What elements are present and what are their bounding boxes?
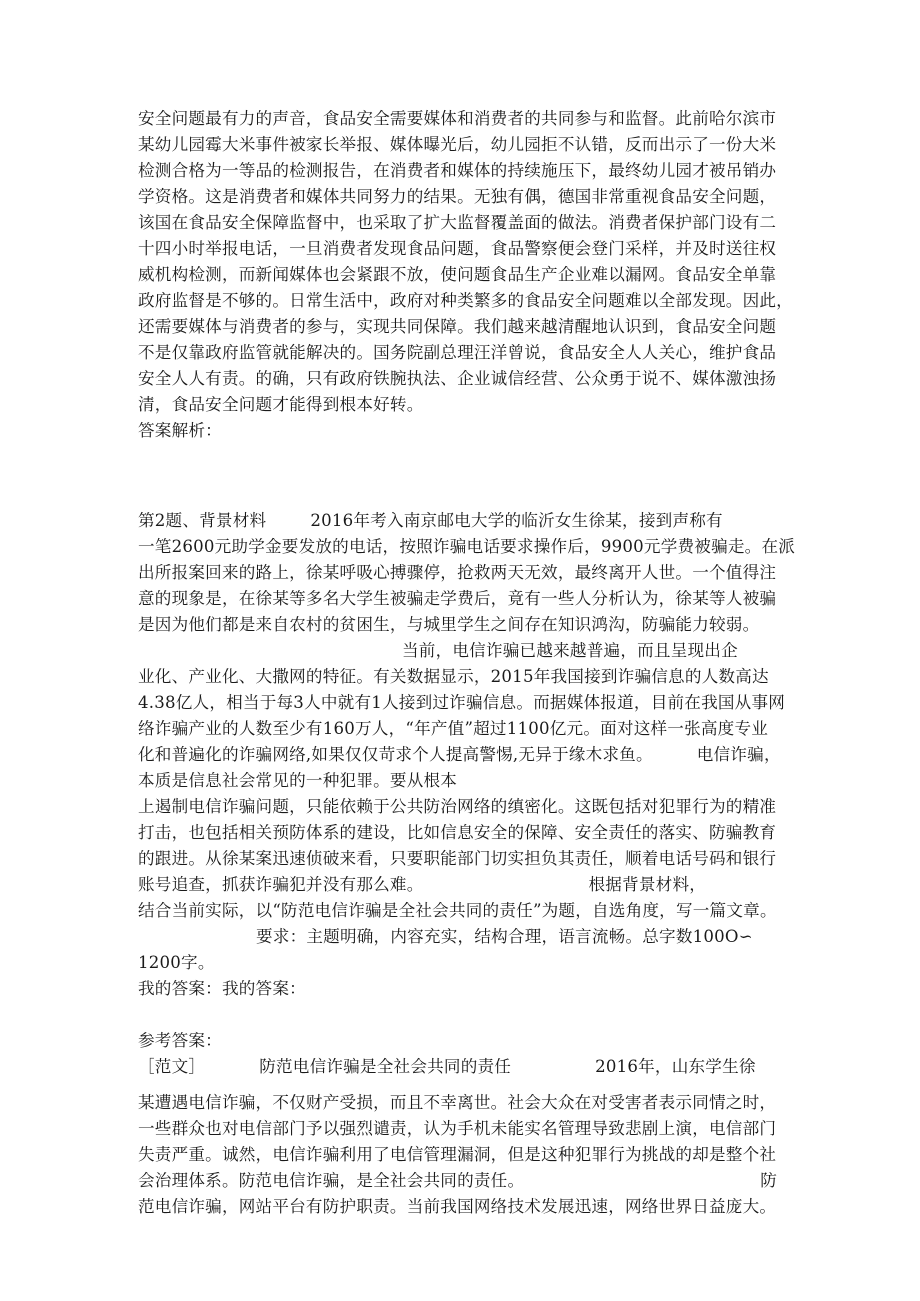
paragraph-line <box>138 1170 777 1192</box>
paragraph-line: 不是仅靠政府监管就能解决的。国务院副总理汪洋曾说，食品安全人人关心，维护食品 <box>138 343 777 362</box>
paragraph-line: 的跟进。从徐某案迅速侦破来看，只要职能部门切实担负其责任，顺着电话号码和银行 <box>138 849 777 868</box>
line-tail-text: 根据背景材料， <box>588 875 707 894</box>
paragraph-line: 学资格。这是消费者和媒体共同努力的结果。无独有偶，德国非常重视食品安全问题， <box>138 187 777 206</box>
paragraph-line: 4.38亿人，相当于每3人中就有1人接到过诈骗信息。而据媒体报道，目前在我国从事网 <box>138 693 786 712</box>
paragraph-line: 结合当前实际，以“防范电信诈骗是全社会共同的责任”为题，自选角度，写一篇文章。 <box>138 901 777 920</box>
fanwen-text-start: 2016年，山东学生徐 <box>595 1057 756 1076</box>
paragraph-line: 一笔2600元助学金要发放的电话，按照诈骗电话要求操作后，9900元学费被骗走。在派 <box>138 537 796 556</box>
paragraph-line: 络诈骗产业的人数至少有160万人，“年产值”超过1100亿元。面对这样一张高度专业 <box>138 719 769 738</box>
line-main-text: 会治理体系。防范电信诈骗，是全社会共同的责任。 <box>138 1171 525 1190</box>
paragraph-line: 是因为他们都是来自农村的贫困生，与城里学生之间存在知识鸿沟，防骗能力较弱。 <box>138 615 760 634</box>
paragraph-line: 政府监督是不够的。日常生活中，政府对种类繁多的食品安全问题难以全部发现。因此， <box>138 291 793 310</box>
question-label: 第2题、背景材料 <box>138 511 267 530</box>
paragraph-line: 清，食品安全问题才能得到根本好转。 <box>138 395 424 414</box>
paragraph-line: 十四小时举报电话，一旦消费者发现食品问题，食品警察便会登门采样，并及时送往权 <box>138 239 777 258</box>
paragraph-line: 还需要媒体与消费者的参与，实现共同保障。我们越来越清醒地认识到，食品安全问题 <box>138 317 777 336</box>
paragraph-line: 威机构检测，而新闻媒体也会紧跟不放，使问题食品生产企业难以漏网。食品安全单靠 <box>138 265 777 284</box>
my-answer-label: 我的答案：我的答案： <box>138 979 306 998</box>
paragraph-line: 本质是信息社会常见的一种犯罪。要从根本 <box>138 771 458 790</box>
fanwen-title: 防范电信诈骗是全社会共同的责任 <box>259 1057 512 1076</box>
paragraph-line: 某幼儿园霉大米事件被家长举报、媒体曝光后，幼儿园拒不认错，反而出示了一份大米 <box>138 135 777 154</box>
paragraph-line <box>138 874 706 896</box>
answer-analysis-label: 答案解析： <box>138 421 222 440</box>
paragraph-line: 检测合格为一等品的检测报告，在消费者和媒体的持续施压下，最终幼儿园才被吊销办 <box>138 161 777 180</box>
paragraph-line: 业化、产业化、大撒网的特征。有关数据显示，2015年我国接到诈骗信息的人数高达 <box>138 667 769 686</box>
line-main-text: 账号追查，抓获诈骗犯并没有那么难。 <box>138 875 424 894</box>
paragraph-line: 安全人人有责。的确，只有政府铁腕执法、企业诚信经营、公众勇于说不、媒体激浊扬 <box>138 369 777 388</box>
paragraph-line: 出所报案回来的路上，徐某呼吸心搏骤停，抢救两天无效，最终离开人世。一个值得注 <box>138 563 777 582</box>
fanwen-label: ［范文］ <box>138 1057 206 1076</box>
line-tail-text: 电信诈骗， <box>696 745 781 764</box>
paragraph-line: 该国在食品安全保障监督中，也采取了扩大监督覆盖面的做法。消费者保护部门设有二 <box>138 213 777 232</box>
paragraph-line: 某遭遇电信诈骗，不仅财产受损，而且不幸离世。社会大众在对受害者表示同情之时， <box>138 1093 777 1112</box>
paragraph-line: 意的现象是，在徐某等多名大学生被骗走学费后，竟有一些人分析认为，徐某等人被骗 <box>138 589 777 608</box>
paragraph-line <box>138 744 781 766</box>
requirement-line: 要求：主题明确，内容充实，结构合理，语言流畅。总字数100O∽ <box>256 927 753 946</box>
line-main-text: 化和普遍化的诈骗网络,如果仅仅苛求个人提高警惕,无异于缘木求鱼。 <box>138 745 653 764</box>
paragraph-line-indented: 当前，电信诈骗已越来越普遍，而且呈现出企 <box>402 641 738 660</box>
fanwen-heading-line <box>138 1056 756 1078</box>
question-heading-line <box>138 510 723 532</box>
paragraph-line: 失责严重。诚然，电信诈骗利用了电信管理漏洞，但是这种犯罪行为挑战的却是整个社 <box>138 1145 777 1164</box>
paragraph-line: 安全问题最有力的声音，食品安全需要媒体和消费者的共同参与和监督。此前哈尔滨市 <box>138 109 777 128</box>
line-tail-text: 防 <box>760 1171 778 1190</box>
paragraph-line: 范电信诈骗，网站平台有防护职责。当前我国网络技术发展迅速，网络世界日益庞大。 <box>138 1197 777 1216</box>
paragraph-line: 打击，也包括相关预防体系的建设，比如信息安全的保障、安全责任的落实、防骗教育 <box>138 823 777 842</box>
requirement-line-end: 1200字。 <box>138 953 215 972</box>
reference-answer-label: 参考答案： <box>138 1031 222 1050</box>
question-text-start: 2016年考入南京邮电大学的临沂女生徐某，接到声称有 <box>310 511 723 530</box>
paragraph-line: 一些群众也对电信部门予以强烈谴责，认为手机未能实名管理导致悲剧上演，电信部门 <box>138 1119 777 1138</box>
paragraph-line: 上遏制电信诈骗问题，只能依赖于公共防治网络的缜密化。这既包括对犯罪行为的精准 <box>138 797 777 816</box>
